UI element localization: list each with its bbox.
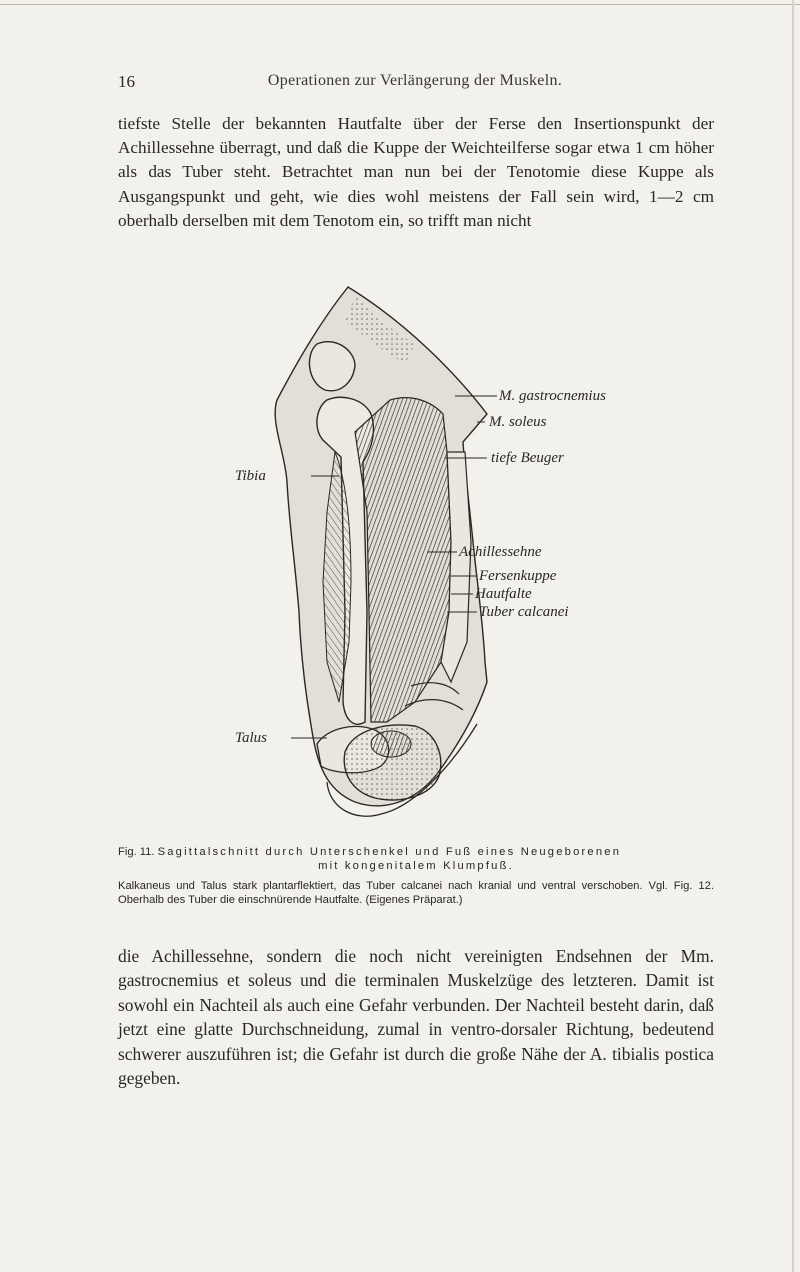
caption-title-line-1: Sagittalschnitt durch Unterschenkel und Fuß eines Neugeborenen <box>157 846 622 858</box>
label-talus: Talus <box>235 730 267 746</box>
paragraph-2: die Achillessehne, sondern die noch nicht vereinigten Endsehnen der Mm. gastrocnemius et soleus und die terminalen Muskelzüge des letzteren. Damit ist sowohl ein Nachteil als auch eine Gefahr verbunden. Der Nachteil besteht darin, daß jetzt eine glatte Durchschneidung, zumal in ventro-dorsaler Richtung, bedeutend schwerer auszuführen ist; die Gefahr ist durch die große Nähe der A. tibialis postica gegeben. <box>118 946 714 1089</box>
label-tiefe-beuger: tiefe Beuger <box>491 450 564 466</box>
figure-number: Fig. 11. <box>118 846 155 858</box>
running-head: Operationen zur Verlängerung der Muskeln. <box>267 72 563 89</box>
page-right-edge <box>792 0 794 1272</box>
anatomical-figure <box>215 282 685 822</box>
label-achillessehne: Achillessehne <box>459 544 542 560</box>
label-tibia: Tibia <box>235 468 266 484</box>
page-number: 16 <box>118 72 135 91</box>
figure-caption-text: Kalkaneus und Talus stark plantarflektiert, das Tuber calcanei nach kranial und ventral verschoben. Vgl. Fig. 12. Oberhalb des Tuber die einschnürende Hautfalte. (Eigenes Präparat.) <box>118 880 714 906</box>
paragraph-1: tiefste Stelle der bekannten Hautfalte über der Ferse den Insertionspunkt der Achillessehne überragt, und daß die Kuppe der Weichteilferse sogar etwa 1 cm höher als das Tuber steht. Betrachtet man nun bei der Tenotomie diese Kuppe als Ausgangspunkt und geht, wie dies wohl meistens der Fall sein wird, 1—2 cm oberhalb derselben mit dem Tenotom ein, so trifft man nicht <box>118 114 714 230</box>
caption-title-line-2: mit kongenitalem Klumpfuß. <box>318 860 514 872</box>
figure-caption-title <box>118 845 714 873</box>
label-fersenkuppe: Fersenkuppe <box>479 568 557 584</box>
label-gastrocnemius: M. gastrocnemius <box>499 388 606 404</box>
page-top-edge <box>0 4 800 5</box>
label-soleus: M. soleus <box>489 414 547 430</box>
sagittal-section-illustration <box>215 282 685 822</box>
label-tuber-calcanei: Tuber calcanei <box>479 604 569 620</box>
label-hautfalte: Hautfalte <box>475 586 532 602</box>
